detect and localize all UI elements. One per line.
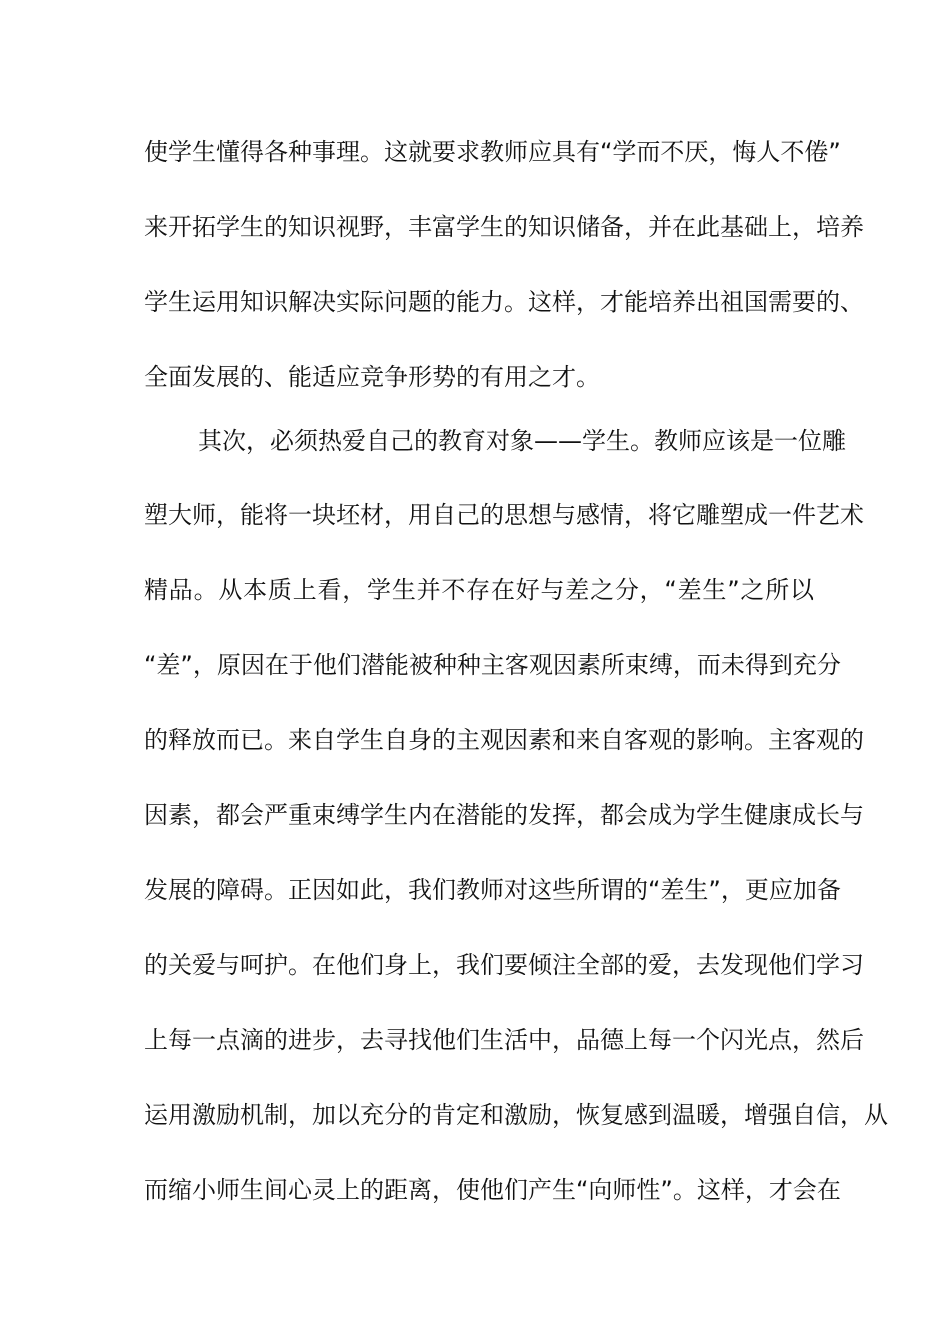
text-line: 而缩小师生间心灵上的距离，使他们产生“向师性”。这样，才会在 [144,1176,841,1204]
text-line: 的释放而已。来自学生自身的主观因素和来自客观的影响。主客观的 [144,726,864,754]
text-line: 的关爱与呵护。在他们身上，我们要倾注全部的爱，去发现他们学习 [144,951,864,979]
text-line: “差”，原因在于他们潜能被种种主客观因素所束缚，而未得到充分 [144,651,841,679]
text-line: 上每一点滴的进步，去寻找他们生活中，品德上每一个闪光点，然后 [144,1026,864,1054]
text-line: 发展的障碍。正因如此，我们教师对这些所谓的“差生”，更应加备 [144,876,841,904]
text-line: 学生运用知识解决实际问题的能力。这样，才能培养出祖国需要的、 [144,288,864,316]
text-line: 全面发展的、能适应竞争形势的有用之才。 [144,363,600,391]
text-line: 运用激励机制，加以充分的肯定和激励，恢复感到温暖，增强自信，从 [144,1101,888,1129]
text-line: 精品。从本质上看，学生并不存在好与差之分，“差生”之所以 [144,576,814,604]
text-line: 因素，都会严重束缚学生内在潜能的发挥，都会成为学生健康成长与 [144,801,864,829]
paragraph-first-line: 其次，必须热爱自己的教育对象——学生。教师应该是一位雕 [198,427,846,455]
text-line: 使学生懂得各种事理。这就要求教师应具有“学而不厌，悔人不倦” [144,138,841,166]
text-line: 来开拓学生的知识视野，丰富学生的知识储备，并在此基础上，培养 [144,213,864,241]
text-line: 塑大师，能将一块坯材，用自己的思想与感情，将它雕塑成一件艺术 [144,501,864,529]
